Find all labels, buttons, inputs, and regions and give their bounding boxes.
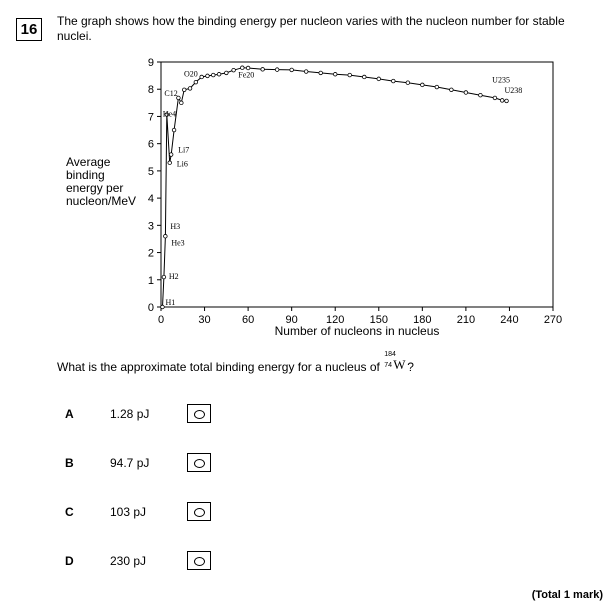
option-letter: B xyxy=(65,456,74,470)
nuclide-annotation: H1 xyxy=(165,298,176,307)
answer-oval-icon xyxy=(194,459,205,468)
data-point xyxy=(406,81,410,85)
data-point xyxy=(161,305,165,309)
y-tick-label: 9 xyxy=(147,57,154,69)
data-point xyxy=(421,83,425,87)
data-point xyxy=(505,99,509,103)
option-value: 230 pJ xyxy=(110,554,147,568)
y-tick-label: 8 xyxy=(147,84,154,97)
y-axis-label-line: energy per xyxy=(66,181,124,195)
y-tick-label: 2 xyxy=(147,247,154,260)
x-tick-label: 0 xyxy=(157,314,165,326)
data-point xyxy=(169,153,173,157)
y-tick-label: 0 xyxy=(147,302,154,314)
y-axis-label-line: Average xyxy=(66,155,111,169)
data-point xyxy=(182,88,186,92)
data-point xyxy=(500,99,504,103)
data-point xyxy=(162,275,166,279)
answer-oval-icon xyxy=(194,410,205,419)
data-point xyxy=(275,68,279,72)
option-b xyxy=(0,453,613,475)
data-point xyxy=(348,73,352,77)
data-point xyxy=(333,72,337,76)
nuclide-annotation: C12 xyxy=(164,88,178,98)
option-letter: D xyxy=(65,554,74,568)
x-tick-label: 150 xyxy=(369,314,388,326)
x-tick-label: 270 xyxy=(543,314,563,326)
data-point xyxy=(168,161,172,165)
x-tick-label: 210 xyxy=(456,314,476,326)
option-letter: A xyxy=(65,407,74,421)
answer-oval-icon xyxy=(194,557,205,566)
atomic-number: 74 xyxy=(384,362,392,369)
binding-energy-curve xyxy=(163,68,507,307)
y-axis-label-line: binding xyxy=(66,168,105,182)
nuclide-annotation: U238 xyxy=(504,85,523,95)
nuclide-annotation: O20 xyxy=(184,69,198,79)
data-point xyxy=(188,87,192,91)
data-point xyxy=(206,74,210,78)
data-point xyxy=(246,66,250,70)
option-d-checkbox[interactable] xyxy=(187,551,211,570)
data-point xyxy=(200,75,204,79)
mass-number: 184 xyxy=(384,351,396,358)
nuclide-annotation: Li6 xyxy=(176,159,188,169)
prompt-end: ? xyxy=(407,360,414,374)
data-point xyxy=(391,79,395,83)
option-a-checkbox[interactable] xyxy=(187,404,211,423)
x-tick-label: 240 xyxy=(500,314,519,326)
data-point xyxy=(319,71,323,75)
data-point xyxy=(194,80,198,84)
option-value: 94.7 pJ xyxy=(110,456,150,470)
x-tick-label: 120 xyxy=(326,314,345,326)
answer-oval-icon xyxy=(194,508,205,517)
question-stem: The graph shows how the binding energy per nucleon varies with the nucleon number for stable nuclei. xyxy=(57,14,565,43)
data-point xyxy=(211,73,215,77)
option-d xyxy=(0,551,613,573)
data-point xyxy=(241,66,245,70)
nuclide-annotation: H3 xyxy=(170,221,181,231)
y-axis-label-line: nucleon/MeV xyxy=(66,194,137,208)
data-point xyxy=(217,72,221,76)
nuclide-annotation: U235 xyxy=(492,75,510,85)
option-value: 1.28 pJ xyxy=(110,407,150,421)
data-point xyxy=(261,68,265,72)
y-tick-label: 4 xyxy=(147,193,154,206)
data-point xyxy=(479,93,483,97)
option-letter: C xyxy=(65,505,74,519)
total-marks: (Total 1 mark) xyxy=(531,589,603,601)
question-prompt xyxy=(57,351,414,374)
y-tick-label: 1 xyxy=(147,274,154,287)
option-b-checkbox[interactable] xyxy=(187,453,211,472)
element-symbol: W xyxy=(393,357,406,372)
nuclide-annotation: Fe20 xyxy=(238,70,255,80)
data-point xyxy=(362,75,366,79)
data-point xyxy=(464,91,468,95)
data-point xyxy=(435,85,439,89)
option-c-checkbox[interactable] xyxy=(187,502,211,521)
option-a xyxy=(0,404,613,426)
x-tick-label: 180 xyxy=(413,314,432,326)
data-point xyxy=(290,68,294,72)
prompt-text: What is the approximate total binding energy for a nucleus of xyxy=(57,360,380,374)
data-point xyxy=(172,128,176,132)
data-point xyxy=(232,68,236,72)
x-axis-label: Number of nucleons in nucleus xyxy=(274,324,440,338)
nuclide-annotation: Li7 xyxy=(178,145,190,155)
data-point xyxy=(225,71,229,75)
data-point xyxy=(164,234,168,238)
nuclide-annotation: He3 xyxy=(171,238,185,248)
nuclide-annotation: He4 xyxy=(162,109,177,119)
option-c xyxy=(0,502,613,524)
nuclide-annotation: H2 xyxy=(168,272,179,282)
y-tick-label: 6 xyxy=(147,138,154,151)
x-tick-label: 60 xyxy=(241,314,255,326)
x-tick-label: 90 xyxy=(285,314,298,326)
data-point xyxy=(377,77,381,81)
y-tick-label: 3 xyxy=(147,220,154,233)
data-point xyxy=(304,70,308,74)
x-tick-label: 30 xyxy=(198,314,211,326)
data-point xyxy=(493,96,497,100)
question-number: 16 xyxy=(16,18,42,41)
data-point xyxy=(450,88,454,92)
option-value: 103 pJ xyxy=(110,505,147,519)
y-tick-label: 5 xyxy=(147,165,154,178)
y-tick-label: 7 xyxy=(147,111,154,124)
data-point xyxy=(180,101,184,105)
nuclide-notation xyxy=(383,351,407,372)
